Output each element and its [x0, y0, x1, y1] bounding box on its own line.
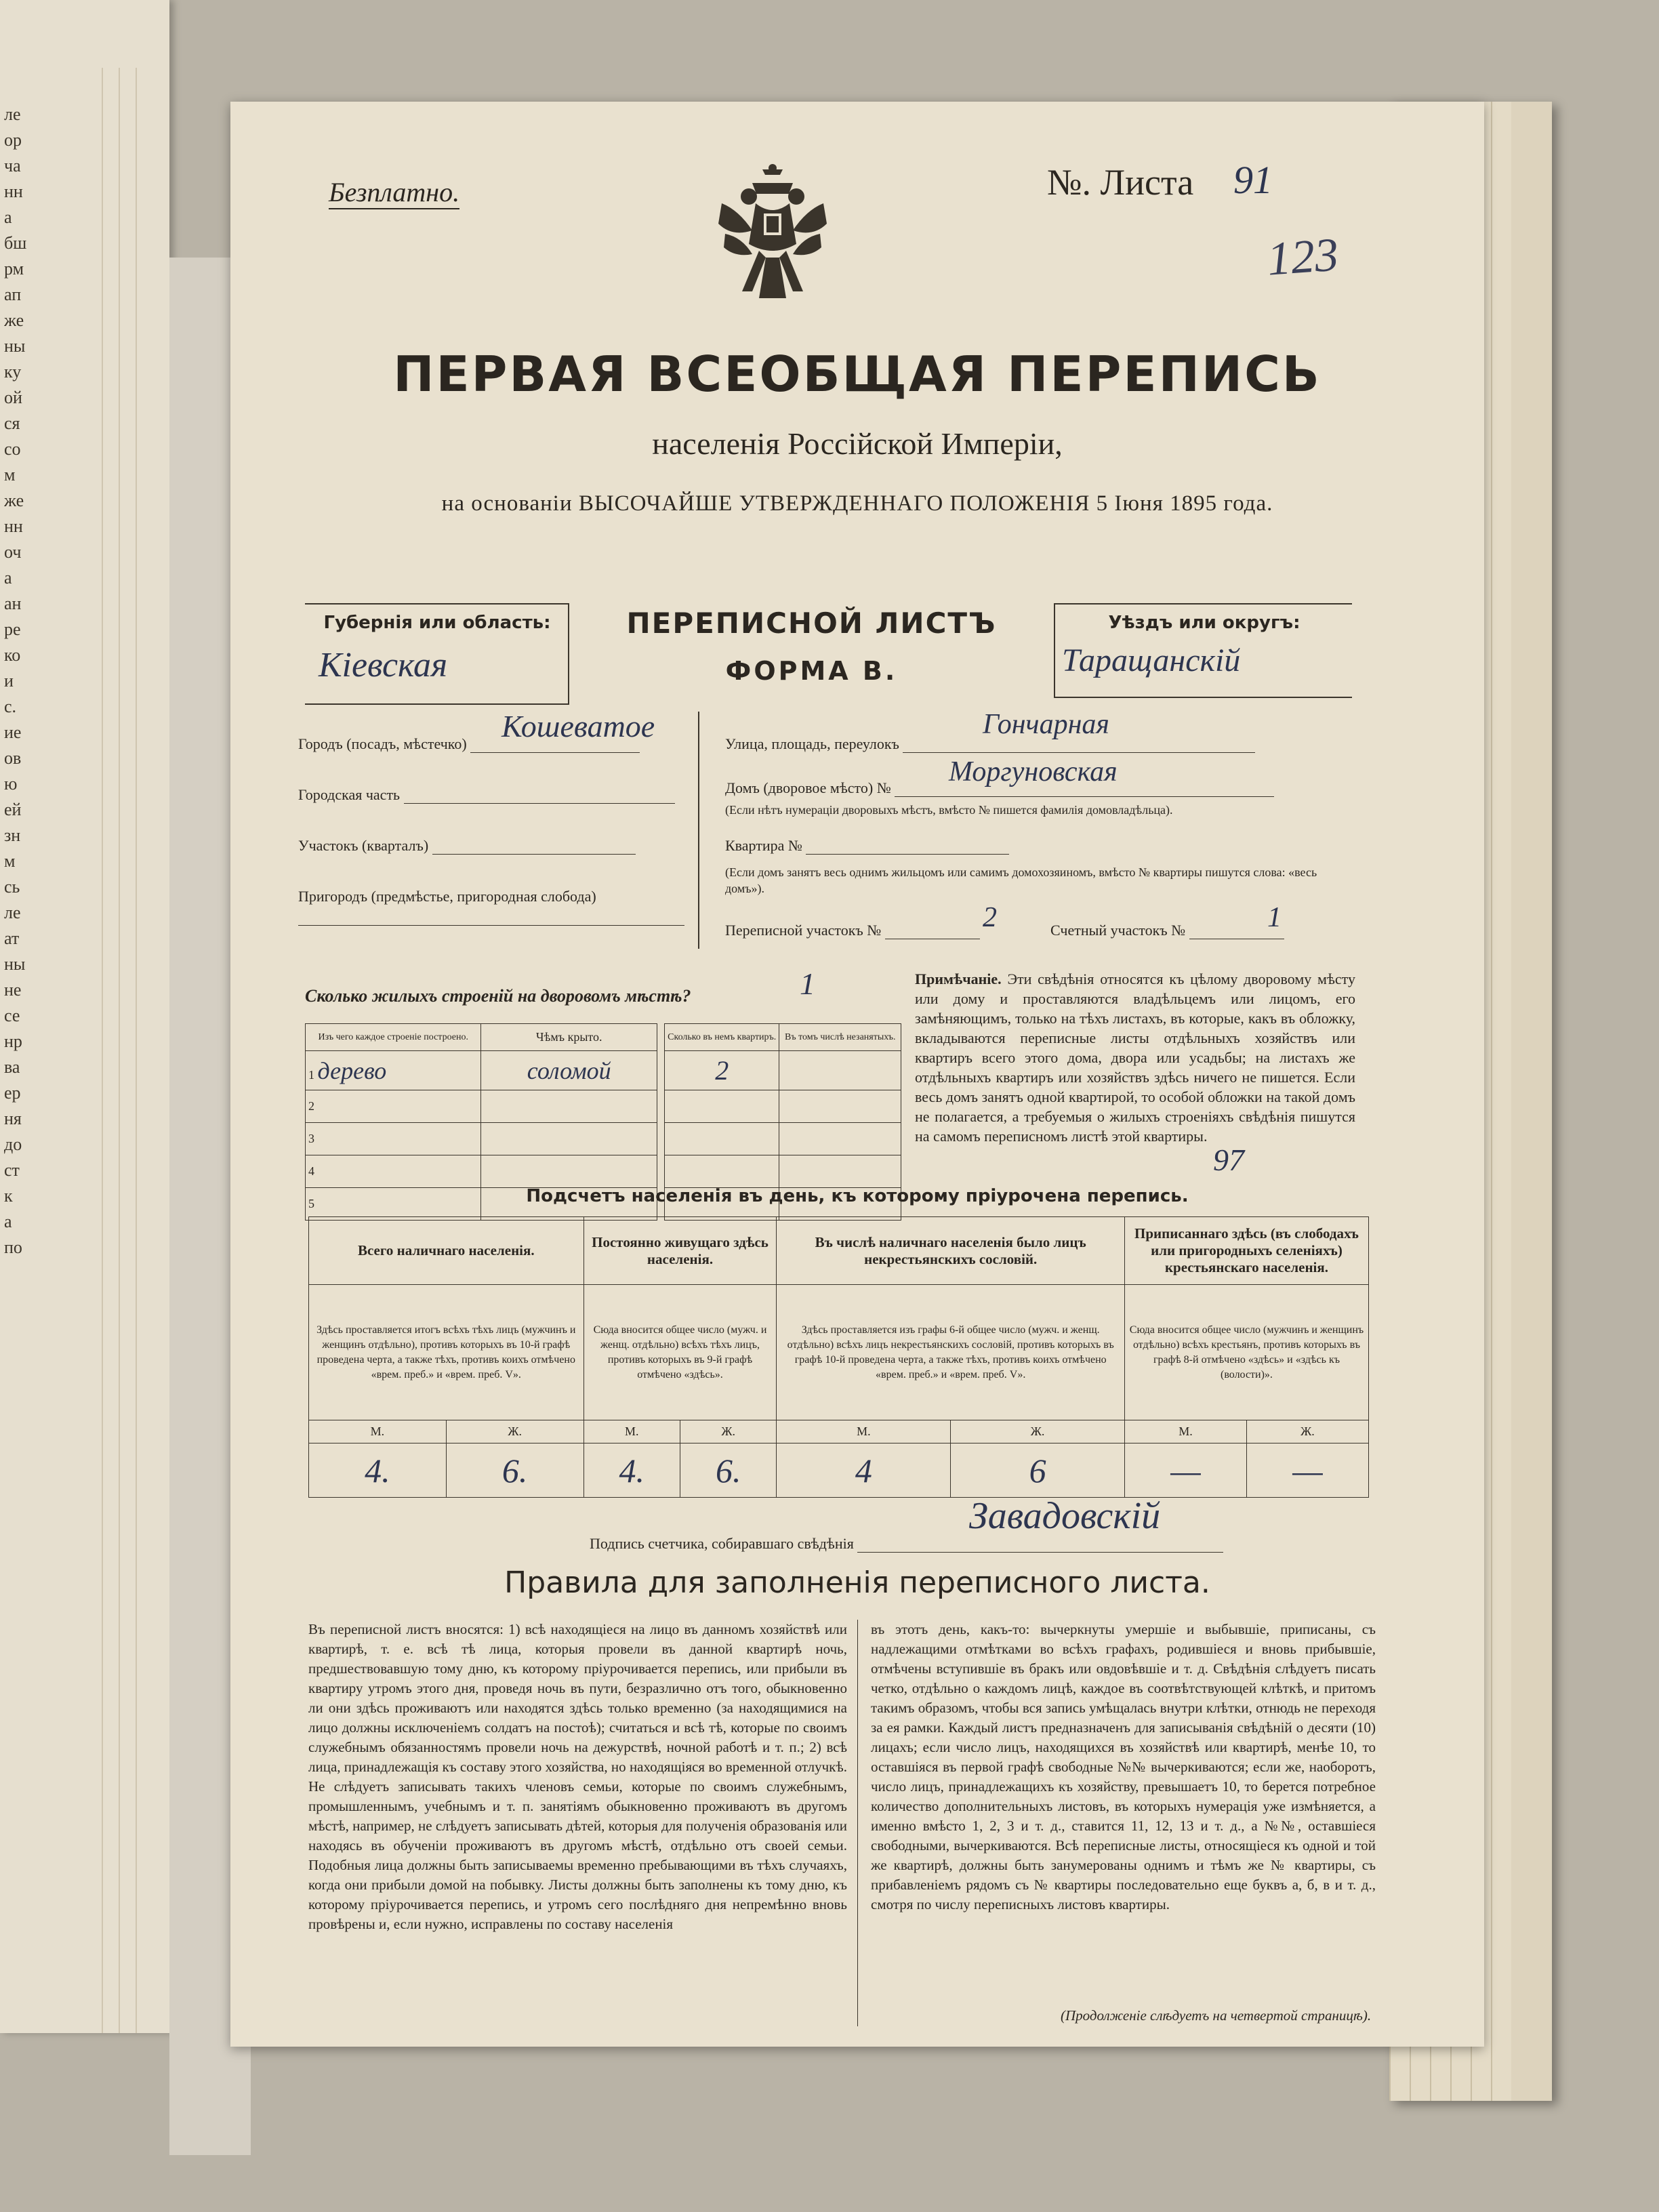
- adjacent-document-stack: [0, 0, 169, 2033]
- census-sheet: [230, 102, 1484, 2047]
- legal-basis-line: на основаніи ВЫСОЧАЙШЕ УТВЕРЖДЕННАГО ПОЛОЖЕНІЯ 5 Іюня 1895 года.: [441, 491, 1273, 516]
- continued-note: (Продолженіе слѣдуетъ на четвертой страницѣ).: [1061, 2007, 1372, 2024]
- address-divider: [698, 712, 699, 949]
- population-col-permanent-desc: Сюда вносится общее число (мужч. и женщ. отдѣльно) всѣхъ тѣхъ лицъ, противъ которыхъ въ 9-й графѣ отмѣчено «здѣсь».: [583, 1285, 777, 1420]
- street-value: Гончарная: [983, 709, 1109, 740]
- total-male-value: 4.: [309, 1443, 447, 1498]
- street-label: Улица, площадь, переулокъ: [725, 735, 899, 752]
- table-row: 2: [306, 1090, 657, 1123]
- buildings-question: Сколько жилыхъ строеній на дворовомъ мѣстѣ?: [305, 986, 691, 1006]
- apartments-header-count: Сколько въ немъ квартиръ.: [665, 1024, 779, 1051]
- province-box: [305, 603, 569, 705]
- table-row: 5: [306, 1188, 657, 1221]
- population-col-peasant-title: Приписаннаго здѣсь (въ слободахъ или пригородныхъ селеніяхъ) крестьянскаго населенія.: [1124, 1217, 1368, 1285]
- province-value: Кіевская: [319, 646, 448, 684]
- sheet-number-value: 91: [1233, 158, 1273, 202]
- population-col-peasant-desc: Сюда вносится общее число (мужчинъ и женщинъ отдѣльно) всѣхъ крестьянъ, противъ которыхъ въ графѣ 8-й отмѣчено «здѣсь» и «здѣсь къ (волости)».: [1124, 1285, 1368, 1420]
- county-label: Уѣздъ или округъ:: [1108, 613, 1300, 633]
- population-title: Подсчетъ населенія въ день, къ которому пріурочена перепись.: [526, 1186, 1189, 1206]
- nonpeasant-female-value: 6: [951, 1443, 1125, 1498]
- peasant-male-value: —: [1124, 1443, 1246, 1498]
- note-handwritten-number: 97: [1213, 1143, 1244, 1177]
- peasant-female-value: —: [1246, 1443, 1368, 1498]
- female-label: Ж.: [1246, 1420, 1368, 1443]
- form-title: ПЕРЕПИСНОЙ ЛИСТЪ: [626, 607, 997, 640]
- population-col-permanent-title: Постоянно живущаго здѣсь населенія.: [583, 1217, 777, 1285]
- permanent-female-value: 6.: [680, 1443, 777, 1498]
- apartments-header-vacant: Въ томъ числѣ незанятыхъ.: [779, 1024, 901, 1051]
- count-district-value: 1: [1267, 902, 1282, 933]
- nonpeasant-male-value: 4: [777, 1443, 951, 1498]
- city-part-field: [298, 786, 675, 804]
- buildings-answer: 1: [800, 966, 815, 1001]
- note-label: Примѣчаніе.: [915, 970, 1002, 987]
- count-district-label: Счетный участокъ №: [1050, 922, 1186, 939]
- county-box: [1054, 603, 1352, 698]
- male-label: М.: [1124, 1420, 1246, 1443]
- female-label: Ж.: [680, 1420, 777, 1443]
- house-note: (Если нѣтъ нумераціи дворовыхъ мѣстъ, вмѣсто № пишется фамилія домовладѣльца).: [725, 803, 1173, 817]
- buildings-header-material: Изъ чего каждое строеніе построено.: [306, 1024, 481, 1051]
- archive-number: 123: [1265, 228, 1340, 286]
- imperial-eagle-emblem: [715, 163, 830, 312]
- apartment-field: [725, 837, 1009, 855]
- suburb-label: Пригородъ (предмѣстье, пригородная слобода): [298, 888, 596, 905]
- rules-column-left: Въ переписной листъ вносятся: 1) всѣ находящіеся на лицо въ данномъ хозяйствѣ или квартирѣ, т. е. всѣ тѣ лица, которыя провели въ данной квартирѣ ночь, предшествовавшую тому дню, къ которому пріурочивается перепись, или прибыли въ квартиру утромъ этого дня, проведя ночь въ пути, безразлично отъ того, обыкновенно ли они здѣсь проживаютъ или находятся здѣсь только временно (за находящимися на лицо должны исключеніемъ солдатъ на постоѣ); считаться и всѣ тѣ, которые по своимъ служебнымъ обязанностямъ провели ночь на дежурствѣ, ночной работѣ и т. п.; 2) всѣ лица, принадлежащія къ составу этого хозяйства, но находящіяся во временной отлучкѣ. Не слѣдуетъ записывать такихъ членовъ семьи, которые по своимъ служебнымъ, промышленнымъ, учебнымъ и т. п. занятіямъ обыкновенно проживаютъ въ другомъ мѣстѣ, например, не слѣдуетъ записывать дѣтей, которыя для полученія образованія или находясь въ обученіи проживаютъ въ другомъ мѣстѣ, отдѣльно отъ своей семьи. Подобныя лица должны быть записываемы временно пребывающими въ тѣхъ случаяхъ, когда они прибыли домой на побывку. Листы должны быть заполнены къ тому дню, къ которому пріурочивается перепись, и утромъ сего послѣдняго дня непремѣнно вновь провѣрены и, если нужно, исправлены по составу населенія: [308, 1621, 847, 1932]
- table-row: 1 дерево соломой: [306, 1051, 657, 1090]
- male-label: М.: [777, 1420, 951, 1443]
- population-col-nonpeasant-desc: Здѣсь проставляется изъ графы 6-й общее число (мужч. и женщ. отдѣльно) всѣхъ лицъ некрестьянскихъ сословій, противъ которыхъ въ графѣ 10-й проведена черта, а также тѣхъ, противъ коихъ отмѣчено «врем. преб.» и «врем. преб. V».: [777, 1285, 1125, 1420]
- precinct-label: Участокъ (кварталъ): [298, 837, 429, 854]
- census-district-value: 2: [983, 902, 997, 933]
- adjacent-document-text: ле ор ча нн а бш рм ап же ны ку ой ся со м же нн оч а ан ре ко и с. ие ов ю ей зн м сь ле ат ны не се нр ва ер ня до ст к а по: [4, 104, 27, 1257]
- building-material: дерево: [317, 1057, 387, 1084]
- table-row: 3: [306, 1123, 657, 1155]
- document-subtitle: населенія Россійской Имперіи,: [652, 426, 1063, 461]
- apartment-note: (Если домъ занятъ весь однимъ жильцомъ или самимъ домохозяиномъ, вмѣсто № квартиры пишутся слова: «весь домъ»).: [725, 865, 1317, 895]
- form-subtitle: ФОРМА В.: [725, 656, 898, 686]
- female-label: Ж.: [951, 1420, 1125, 1443]
- total-female-value: 6.: [446, 1443, 583, 1498]
- house-value: Моргуновская: [949, 756, 1118, 787]
- house-label: Домъ (дворовое мѣсто) №: [725, 779, 891, 796]
- county-value: Таращанскій: [1062, 642, 1241, 678]
- counter-signature: Завадовскій: [969, 1495, 1161, 1537]
- document-title: ПЕРВАЯ ВСЕОБЩАЯ ПЕРЕПИСЬ: [393, 346, 1322, 403]
- city-part-label: Городская часть: [298, 786, 401, 803]
- count-district-field: [1050, 922, 1284, 939]
- population-col-total-title: Всего наличнаго населенія.: [309, 1217, 584, 1285]
- population-col-nonpeasant-title: Въ числѣ наличнаго населенія было лицъ некрестьянскихъ сословій.: [777, 1217, 1125, 1285]
- rules-column-right: въ этотъ день, какъ-то: вычеркнуты умершіе и выбывшіе, приписаны, съ надлежащими отмѣтками во всѣхъ графахъ, родившіеся и вновь прибывшіе, отмѣчены вступившіе въ бракъ или овдовѣвшіе и т. д. Свѣдѣнія слѣдуетъ писать четко, отдѣльно о каждомъ лицѣ, каждое въ соотвѣтствующей клѣткѣ, и притомъ такимъ образомъ, чтобы вся запись умѣщалась внутри клѣтки, отнюдь не переходя за ея рамки. Каждый листъ предназначенъ для записыванія свѣдѣній о десяти (10) лицахъ; если число лицъ, находящихся въ хозяйствѣ или квартирѣ, менѣе 10, то оставшіяся въ первой графѣ свободные №№ вычеркиваются; если же, наоборотъ, число лицъ, принадлежащихъ къ хозяйству, превышаетъ 10, то берется потребное количество дополнительныхъ листовъ, въ которыхъ нумерація уже измѣняется, а именно вмѣсто 1, 2, 3 и т. д., ставится 11, 12, 13 и т. д., а №№, оставшіеся свободными, вычеркиваются. Всѣ переписные листы, относящіеся къ одной и той же квартирѣ, должны быть занумерованы однимъ и тѣмъ же № квартиры, съ прибавленіемъ рядомъ съ № квартиры последовательно еще буквъ а, б, в и т. д., смотря по числу переписныхъ листовъ квартиры.: [871, 1621, 1376, 1912]
- note-block: [915, 969, 1355, 1146]
- free-label: Безплатно.: [329, 176, 459, 209]
- census-district-label: Переписной участокъ №: [725, 922, 882, 939]
- permanent-male-value: 4.: [583, 1443, 680, 1498]
- province-label: Губернія или область:: [323, 613, 551, 633]
- male-label: М.: [309, 1420, 447, 1443]
- suburb-line: [298, 925, 684, 926]
- buildings-header-roof: Чѣмъ крыто.: [481, 1024, 657, 1051]
- population-table: [308, 1216, 1369, 1498]
- population-col-total-desc: Здѣсь проставляется итогъ всѣхъ тѣхъ лицъ (мужчинъ и женщинъ отдѣльно), противъ которыхъ въ 10-й графѣ проведена черта, а также тѣхъ, противъ коихъ отмѣчено «врем. преб.» и «врем. преб. V».: [309, 1285, 584, 1420]
- city-value: Кошеватое: [501, 709, 655, 743]
- precinct-field: [298, 837, 636, 855]
- city-label: Городъ (посадъ, мѣстечко): [298, 735, 467, 752]
- rules-title: Правила для заполненія переписного листа.: [504, 1565, 1210, 1600]
- census-district-field: [725, 922, 980, 939]
- table-row: 4: [306, 1155, 657, 1188]
- apartment-label: Квартира №: [725, 837, 802, 854]
- building-roof: соломой: [527, 1057, 611, 1084]
- rules-divider: [857, 1620, 858, 2026]
- signature-label: Подпись счетчика, собиравшаго свѣдѣнія: [590, 1535, 854, 1552]
- sheet-number-label: №. Листа: [1047, 162, 1194, 203]
- population-values-row: [309, 1443, 1369, 1498]
- male-label: М.: [583, 1420, 680, 1443]
- apartments-count: 2: [715, 1055, 729, 1086]
- suburb-field: [298, 888, 596, 905]
- female-label: Ж.: [446, 1420, 583, 1443]
- note-text: Эти свѣдѣнія относятся къ цѣлому дворовому мѣсту или дому и проставляются владѣльцемъ или лицомъ, его замѣняющимъ, только на тѣхъ листахъ, въ которые, какъ въ обложку, вкладываются переписные листы отдѣльныхъ хозяйствъ или квартиръ всего этого дома, двора или усадьбы; на листахъ же отдѣльныхъ квартиръ или хозяйствъ здѣсь ничего не пишется. Если весь домъ занятъ одной квартирой, то особой обложки на такой домъ не полагается, а требуемыя о жилыхъ строеніяхъ свѣдѣнія пишутся на самомъ переписномъ листѣ этой квартиры.: [915, 970, 1356, 1145]
